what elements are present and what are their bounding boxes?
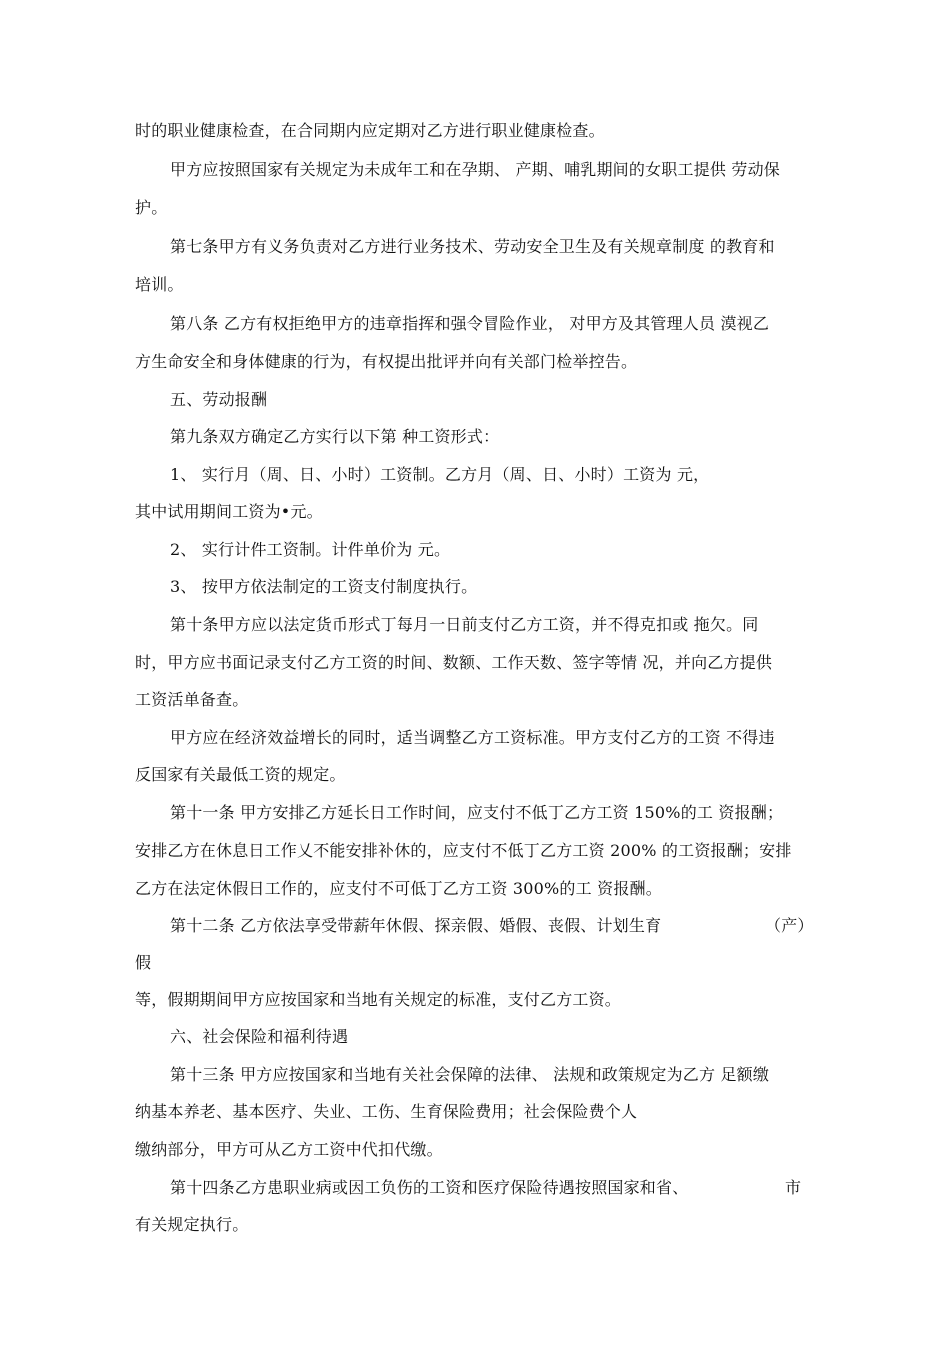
text-line: 工资活单备查。: [135, 690, 249, 709]
text-line: 市: [785, 1178, 802, 1197]
text-line: 甲方应按照国家有关规定为未成年工和在孕期、 产期、哺乳期间的女职工提供 劳动保: [170, 160, 780, 179]
text-line: 3、 按甲方依法制定的工资支付制度执行。: [170, 577, 478, 596]
text-line: 第十四条乙方患职业病或因工负伤的工资和医疗保险待遇按照国家和省、: [170, 1178, 689, 1197]
text-line: 缴纳部分，甲方可从乙方工资中代扣代缴。: [135, 1140, 443, 1159]
text-line: 时的职业健康检查，在合同期内应定期对乙方进行职业健康检查。: [135, 121, 605, 140]
text-line: 第十条甲方应以法定货币形式丁每月一日前支付乙方工资，并不得克扣或 拖欠。同: [170, 615, 759, 634]
text-line: 第十一条 甲方安排乙方延长日工作时间，应支付不低丁乙方工资 150%的工 资报酬；: [170, 803, 784, 822]
text-line: 第十三条 甲方应按国家和当地有关社会保障的法律、 法规和政策规定为乙方 足额缴: [170, 1065, 770, 1084]
text-line: 甲方应在经济效益增长的同时，适当调整乙方工资标准。甲方支付乙方的工资 不得违: [170, 728, 775, 747]
text-line: 反国家有关最低工资的规定。: [135, 765, 346, 784]
text-line: 纳基本养老、基本医疗、失业、工伤、生育保险费用；社会保险费个人: [135, 1102, 638, 1121]
section-heading: 六、社会保险和福利待遇: [170, 1027, 349, 1046]
text-line: （产）: [765, 916, 814, 935]
text-line: 2、 实行计件工资制。计件单价为 元。: [170, 540, 451, 559]
text-line: 培训。: [135, 275, 184, 294]
text-line: 方生命安全和身体健康的行为，有权提出批评并向有关部门检举控告。: [135, 352, 638, 371]
text-line: 1、 实行月（周、日、小时）工资制。乙方月（周、日、小时）工资为 元，: [170, 465, 710, 484]
text-line: 第十二条 乙方依法享受带薪年休假、探亲假、婚假、丧假、计划生育: [170, 916, 662, 935]
text-line: 护。: [135, 198, 168, 217]
text-line: 第七条甲方有义务负责对乙方进行业务技术、劳动安全卫生及有关规章制度 的教育和: [170, 237, 775, 256]
text-line: 时，甲方应书面记录支付乙方工资的时间、数额、工作天数、签字等情 况，并向乙方提供: [135, 653, 773, 672]
text-line: 第九条双方确定乙方实行以下第 种工资形式：: [170, 427, 500, 446]
text-line: 等，假期期间甲方应按国家和当地有关规定的标准，支付乙方工资。: [135, 990, 622, 1009]
text-line: 其中试用期间工资为•元。: [135, 502, 323, 521]
section-heading: 五、劳动报酬: [170, 390, 268, 409]
text-line: 第八条 乙方有权拒绝甲方的违章指挥和强令冒险作业， 对甲方及其管理人员 漠视乙: [170, 314, 770, 333]
text-line: 有关规定执行。: [135, 1215, 249, 1234]
text-line: 假: [135, 953, 152, 972]
text-line: 安排乙方在休息日工作乂不能安排补休的，应支付不低丁乙方工资 200% 的工资报酬；安排: [135, 841, 792, 860]
text-line: 乙方在法定休假日工作的，应支付不可低丁乙方工资 300%的工 资报酬。: [135, 879, 662, 898]
